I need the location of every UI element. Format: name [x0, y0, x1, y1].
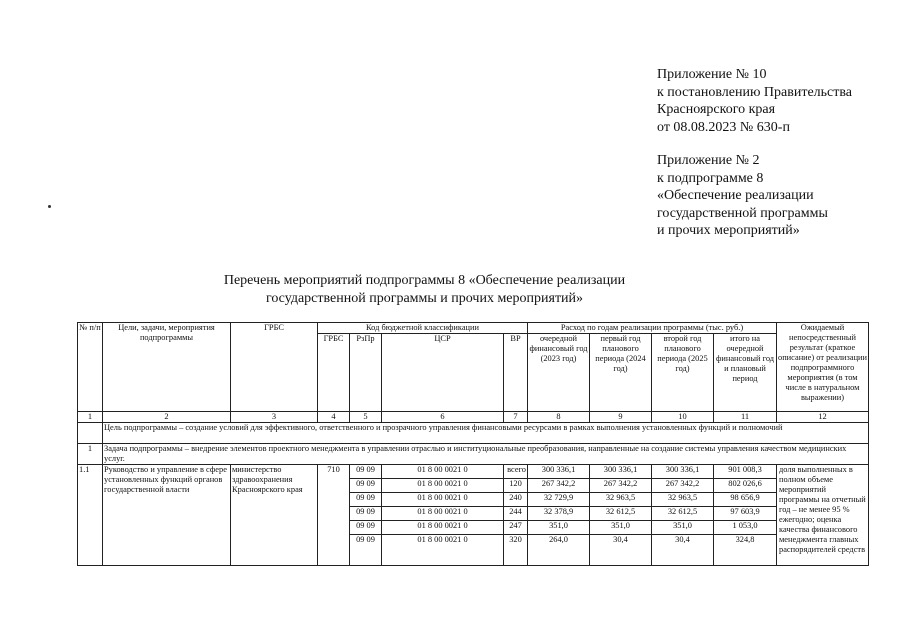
- col-number: 7: [504, 412, 528, 423]
- col-number: 8: [528, 412, 590, 423]
- appendix-10-line: Красноярского края: [657, 102, 776, 117]
- col-number: 10: [652, 412, 714, 423]
- item-row: [78, 465, 869, 479]
- row-vr: 320: [504, 535, 528, 566]
- row-csr: 01 8 00 0021 0: [382, 493, 504, 507]
- header-grbs-code: ГРБС: [318, 334, 350, 412]
- task-row: [78, 444, 869, 465]
- item-grbs-name: министерство здравоохранения Красноярского края: [231, 465, 318, 566]
- row-y2024: 300 336,1: [590, 465, 652, 479]
- column-numbers-row: [78, 412, 869, 423]
- document-title-line-1: Перечень мероприятий подпрограммы 8 «Обеспечение реализации: [223, 273, 626, 288]
- row-vr: всего: [504, 465, 528, 479]
- appendix-10-block: [657, 66, 852, 136]
- row-total: 802 026,6: [714, 479, 777, 493]
- header-rzpr: РзПр: [350, 334, 382, 412]
- col-number: 6: [382, 412, 504, 423]
- row-y2025: 267 342,2: [652, 479, 714, 493]
- appendix-2-block: [657, 152, 828, 240]
- header-y2024: первый год планового периода (2024 год): [590, 334, 652, 412]
- goal-text: Цель подпрограммы – создание условий для эффективного, ответственного и прозрачного управления финансовыми ресурсами в рамках выполнения установленных функций и полномочий: [103, 423, 869, 444]
- appendix-2-line: «Обеспечение реализации: [657, 188, 814, 203]
- row-y2024: 32 612,5: [590, 507, 652, 521]
- task-text: Задача подпрограммы – внедрение элементов проектного менеджмента в управлении отраслью и институциональные преобразования, направленные на создание системы управления качеством медицинских услуг.: [103, 444, 869, 465]
- appendix-10-line: от 08.08.2023 № 630-п: [657, 119, 790, 135]
- row-y2023: 351,0: [528, 521, 590, 535]
- appendix-2-line: и прочих мероприятий»: [657, 223, 800, 238]
- row-csr: 01 8 00 0021 0: [382, 521, 504, 535]
- header-y2025: второй год планового периода (2025 год): [652, 334, 714, 412]
- row-y2023: 32 378,9: [528, 507, 590, 521]
- row-y2023: 267 342,2: [528, 479, 590, 493]
- row-csr: 01 8 00 0021 0: [382, 507, 504, 521]
- goal-row: [78, 423, 869, 444]
- measures-table: [77, 322, 869, 566]
- header-goals: Цели, задачи, мероприятия подпрограммы: [103, 323, 231, 412]
- row-y2023: 264,0: [528, 535, 590, 566]
- row-rzpr: 09 09: [350, 535, 382, 566]
- row-y2025: 351,0: [652, 521, 714, 535]
- row-rzpr: 09 09: [350, 507, 382, 521]
- appendix-2-line: Приложение № 2: [657, 153, 760, 168]
- col-number: 2: [103, 412, 231, 423]
- row-total: 324,8: [714, 535, 777, 566]
- row-y2024: 351,0: [590, 521, 652, 535]
- header-row-1: [78, 323, 869, 334]
- col-number: 4: [318, 412, 350, 423]
- row-y2025: 32 612,5: [652, 507, 714, 521]
- item-grbs-code: 710: [318, 465, 350, 566]
- col-number: 12: [777, 412, 869, 423]
- row-y2024: 32 963,5: [590, 493, 652, 507]
- row-y2023: 300 336,1: [528, 465, 590, 479]
- row-y2025: 32 963,5: [652, 493, 714, 507]
- col-number: 3: [231, 412, 318, 423]
- item-result: доля выполненных в полном объеме мероприятий программы на отчетный год – не менее 95 % ежегодно; оценка качества финансового менеджмента главных распорядителей средств: [777, 465, 869, 566]
- row-y2025: 300 336,1: [652, 465, 714, 479]
- row-y2025: 30,4: [652, 535, 714, 566]
- header-grbs: ГРБС: [231, 323, 318, 412]
- task-num: 1: [78, 444, 103, 465]
- header-result: Ожидаемый непосредственный результат (краткое описание) от реализации подпрограммного мероприятия (в том числе в натуральном выражении): [777, 323, 869, 412]
- scan-speck: [48, 205, 51, 208]
- header-vr: ВР: [504, 334, 528, 412]
- row-rzpr: 09 09: [350, 479, 382, 493]
- row-y2024: 267 342,2: [590, 479, 652, 493]
- appendix-2-line: к подпрограмме 8: [657, 170, 764, 186]
- row-total: 97 603,9: [714, 507, 777, 521]
- appendix-10-line: Приложение № 10: [657, 67, 767, 82]
- row-total: 1 053,0: [714, 521, 777, 535]
- header-y2023: очередной финансовый год (2023 год): [528, 334, 590, 412]
- row-rzpr: 09 09: [350, 521, 382, 535]
- row-total: 901 008,3: [714, 465, 777, 479]
- row-total: 98 656,9: [714, 493, 777, 507]
- appendix-2-line: государственной программы: [657, 205, 828, 221]
- row-rzpr: 09 09: [350, 465, 382, 479]
- goal-num-cell: [78, 423, 103, 444]
- item-num: 1.1: [78, 465, 103, 566]
- row-vr: 240: [504, 493, 528, 507]
- row-csr: 01 8 00 0021 0: [382, 465, 504, 479]
- col-number: 9: [590, 412, 652, 423]
- header-num: № п/п: [78, 323, 103, 412]
- header-total: итого на очередной финансовый год и плановый период: [714, 334, 777, 412]
- row-vr: 120: [504, 479, 528, 493]
- col-number: 11: [714, 412, 777, 423]
- document-title-line-2: государственной программы и прочих мероприятий»: [265, 291, 584, 306]
- header-budget-code: Код бюджетной классификации: [318, 323, 528, 334]
- col-number: 5: [350, 412, 382, 423]
- row-csr: 01 8 00 0021 0: [382, 479, 504, 493]
- header-expenses: Расход по годам реализации программы (тыс. руб.): [528, 323, 777, 334]
- row-csr: 01 8 00 0021 0: [382, 535, 504, 566]
- row-rzpr: 09 09: [350, 493, 382, 507]
- item-name: Руководство и управление в сфере установленных функций органов государственной власти: [103, 465, 231, 566]
- header-csr: ЦСР: [382, 334, 504, 412]
- row-y2024: 30,4: [590, 535, 652, 566]
- row-vr: 247: [504, 521, 528, 535]
- row-vr: 244: [504, 507, 528, 521]
- col-number: 1: [78, 412, 103, 423]
- row-y2023: 32 729,9: [528, 493, 590, 507]
- appendix-10-line: к постановлению Правительства: [657, 84, 853, 100]
